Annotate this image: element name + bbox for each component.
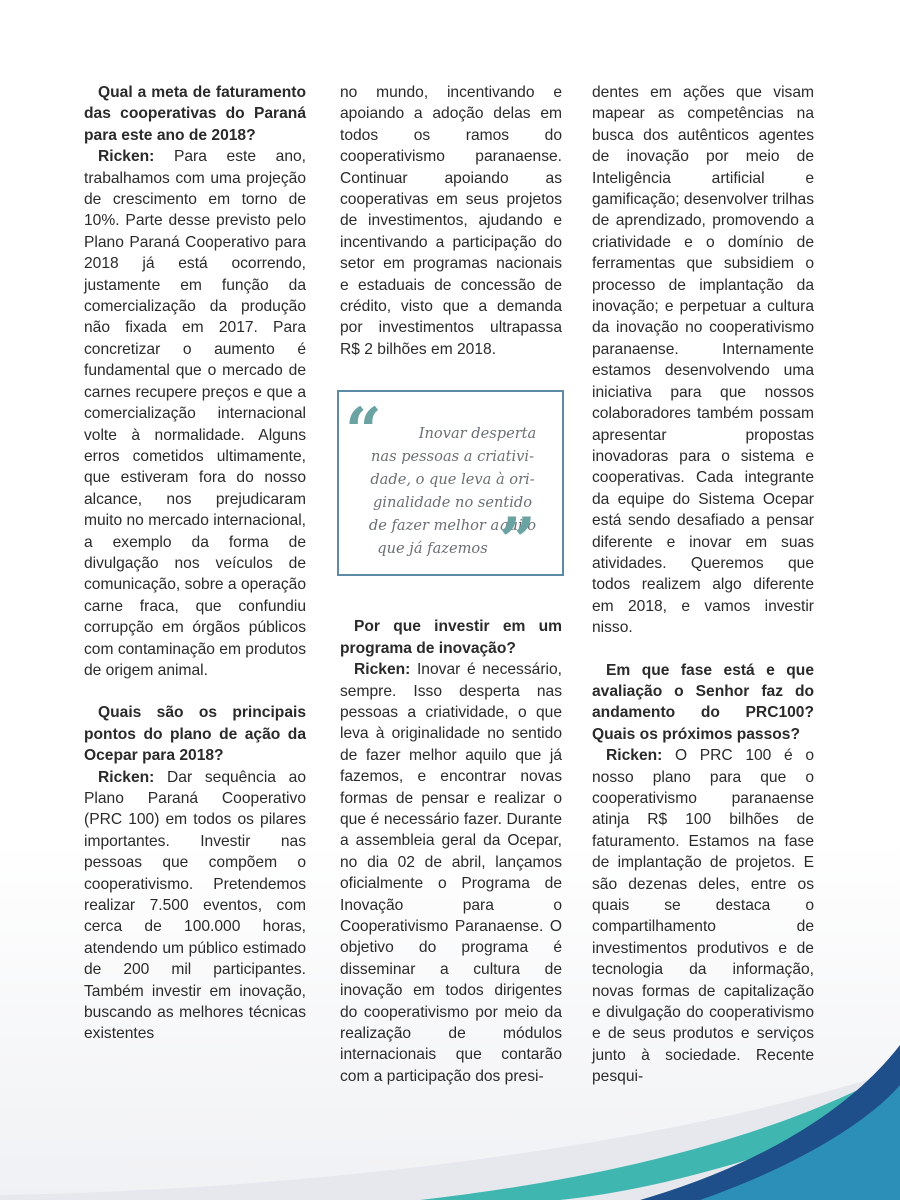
continued-paragraph: no mundo, incentivando e apoiando a adoção delas em todos os ramos do cooperativismo paranaense. Continuar apoiando as cooperativas em seus projetos de investimentos, ajudando e incentivando a participação do setor em programas nacionais e estaduais de concessão de crédito, visto que a demanda por investimentos ultrapassa R$ 2 bilhões em 2018. <box>340 84 562 358</box>
text-column-1 <box>84 82 306 1045</box>
text-column-2 <box>340 82 562 1087</box>
pull-quote-line: nas pessoas a criativi- <box>370 448 535 465</box>
text-column-3 <box>592 82 814 1088</box>
pull-quote-line: ginalidade no sentido <box>372 494 533 511</box>
question-heading: Em que fase está e que avaliação o Senhor faz do andamento do PRC100? Quais os próximos passos? <box>592 661 814 743</box>
speaker-label: Ricken: <box>98 768 155 786</box>
pull-quote-line: dade, o que leva à ori- <box>370 471 535 488</box>
continued-paragraph: dentes em ações que visam mapear as competências na busca dos autênticos agentes de inovação por meio de Inteligência artificial e gamificação; desenvolver trilhas de aprendizado, promovendo a criatividade e o domínio de ferramentas que subsidiem o processo de implantação da inovação; e perpetuar a cultura da inovação no cooperativismo paranaense. Internamente estamos desenvolvendo uma iniciativa para que nossos colaboradores também possam apresentar propostas inovadoras para o sistema e cooperativas. Cada integrante da equipe do Sistema Ocepar está sendo desafiado a pensar diferente e inovar em suas atividades. Queremos que todos realizem algo diferente em 2018, e vamos investir nisso. <box>592 84 814 637</box>
pull-quote-line: que já fazemos <box>377 540 488 557</box>
answer-text: O PRC 100 é o nosso plano para que o cooperativismo paranaense atinja R$ 100 bilhões de faturamento. Estamos na fase de implantação de projetos. E são dezenas deles, entre os quais se destaca o compartilhamento de investimentos produtivos e de tecnologia da informação, novas formas de capitalização e divulgação do cooperativismo e de seus produtos e serviços junto à sociedade. Recente pesqui- <box>592 747 814 1086</box>
answer-text: Para este ano, trabalhamos com uma projeção de crescimento em torno de 10%. Parte desse previsto pelo Plano Paraná Cooperativo para 2018 já está ocorrendo, justamente em função da comercialização da produção não fixada em 2017. Para concretizar o aumento é fundamental que o mercado de carnes recupere preços e que a comercialização internacional volte à normalidade. Alguns erros cometidos ultimamente, que estiveram fora do nosso alcance, nos prejudicaram muito no mercado internacional, a exemplo da forma de divulgação nos veículos de comunicação, sobre a operação carne fraca, que confundiu corrupção em órgãos públicos com contaminação em produtos de origem animal. <box>84 148 306 679</box>
decorative-swoosh <box>0 950 900 1200</box>
speaker-label: Ricken: <box>98 148 155 166</box>
question-heading: Qual a meta de faturamento das cooperativas do Paraná para este ano de 2018? <box>84 84 306 144</box>
close-quote-icon: ” <box>499 504 536 579</box>
question-heading: Por que investir em um programa de inovação? <box>340 618 562 657</box>
answer-paragraph <box>84 146 306 681</box>
speaker-label: Ricken: <box>354 661 411 679</box>
pull-quote-line: Inovar desperta <box>418 425 537 442</box>
speaker-label: Ricken: <box>606 747 663 765</box>
pull-quote-box <box>337 390 564 579</box>
pull-quote-line: de fazer melhor aquilo <box>368 517 537 534</box>
answer-text: Inovar é necessário, sempre. Isso desperta nas pessoas a criatividade, o que leva à originalidade no sentido de fazer melhor aquilo que já fazemos, e encontrar novas formas de pensar e realizar o que é necessário fazer. Durante a assembleia geral da Ocepar, no dia 02 de abril, lançamos oficialmente o Programa de Inovação para o Cooperativismo Paranaense. O objetivo do programa é disseminar a cultura de inovação em todos dirigentes do cooperativismo por meio da realização de módulos internacionais que contarão com a participação dos presi- <box>340 661 562 1085</box>
question-heading: Quais são os principais pontos do plano de ação da Ocepar para 2018? <box>84 704 306 765</box>
open-quote-icon: “ <box>345 394 382 469</box>
answer-text: Dar sequência ao Plano Paraná Cooperativo (PRC 100) em todos os pilares importantes. Investir nas pessoas que compõem o cooperativismo. Pretendemos realizar 7.500 eventos, com cerca de 100.000 horas, atendendo um público estimado de 200 mil participantes. Também investir em inovação, buscando as melhores técnicas existentes <box>84 768 306 1043</box>
